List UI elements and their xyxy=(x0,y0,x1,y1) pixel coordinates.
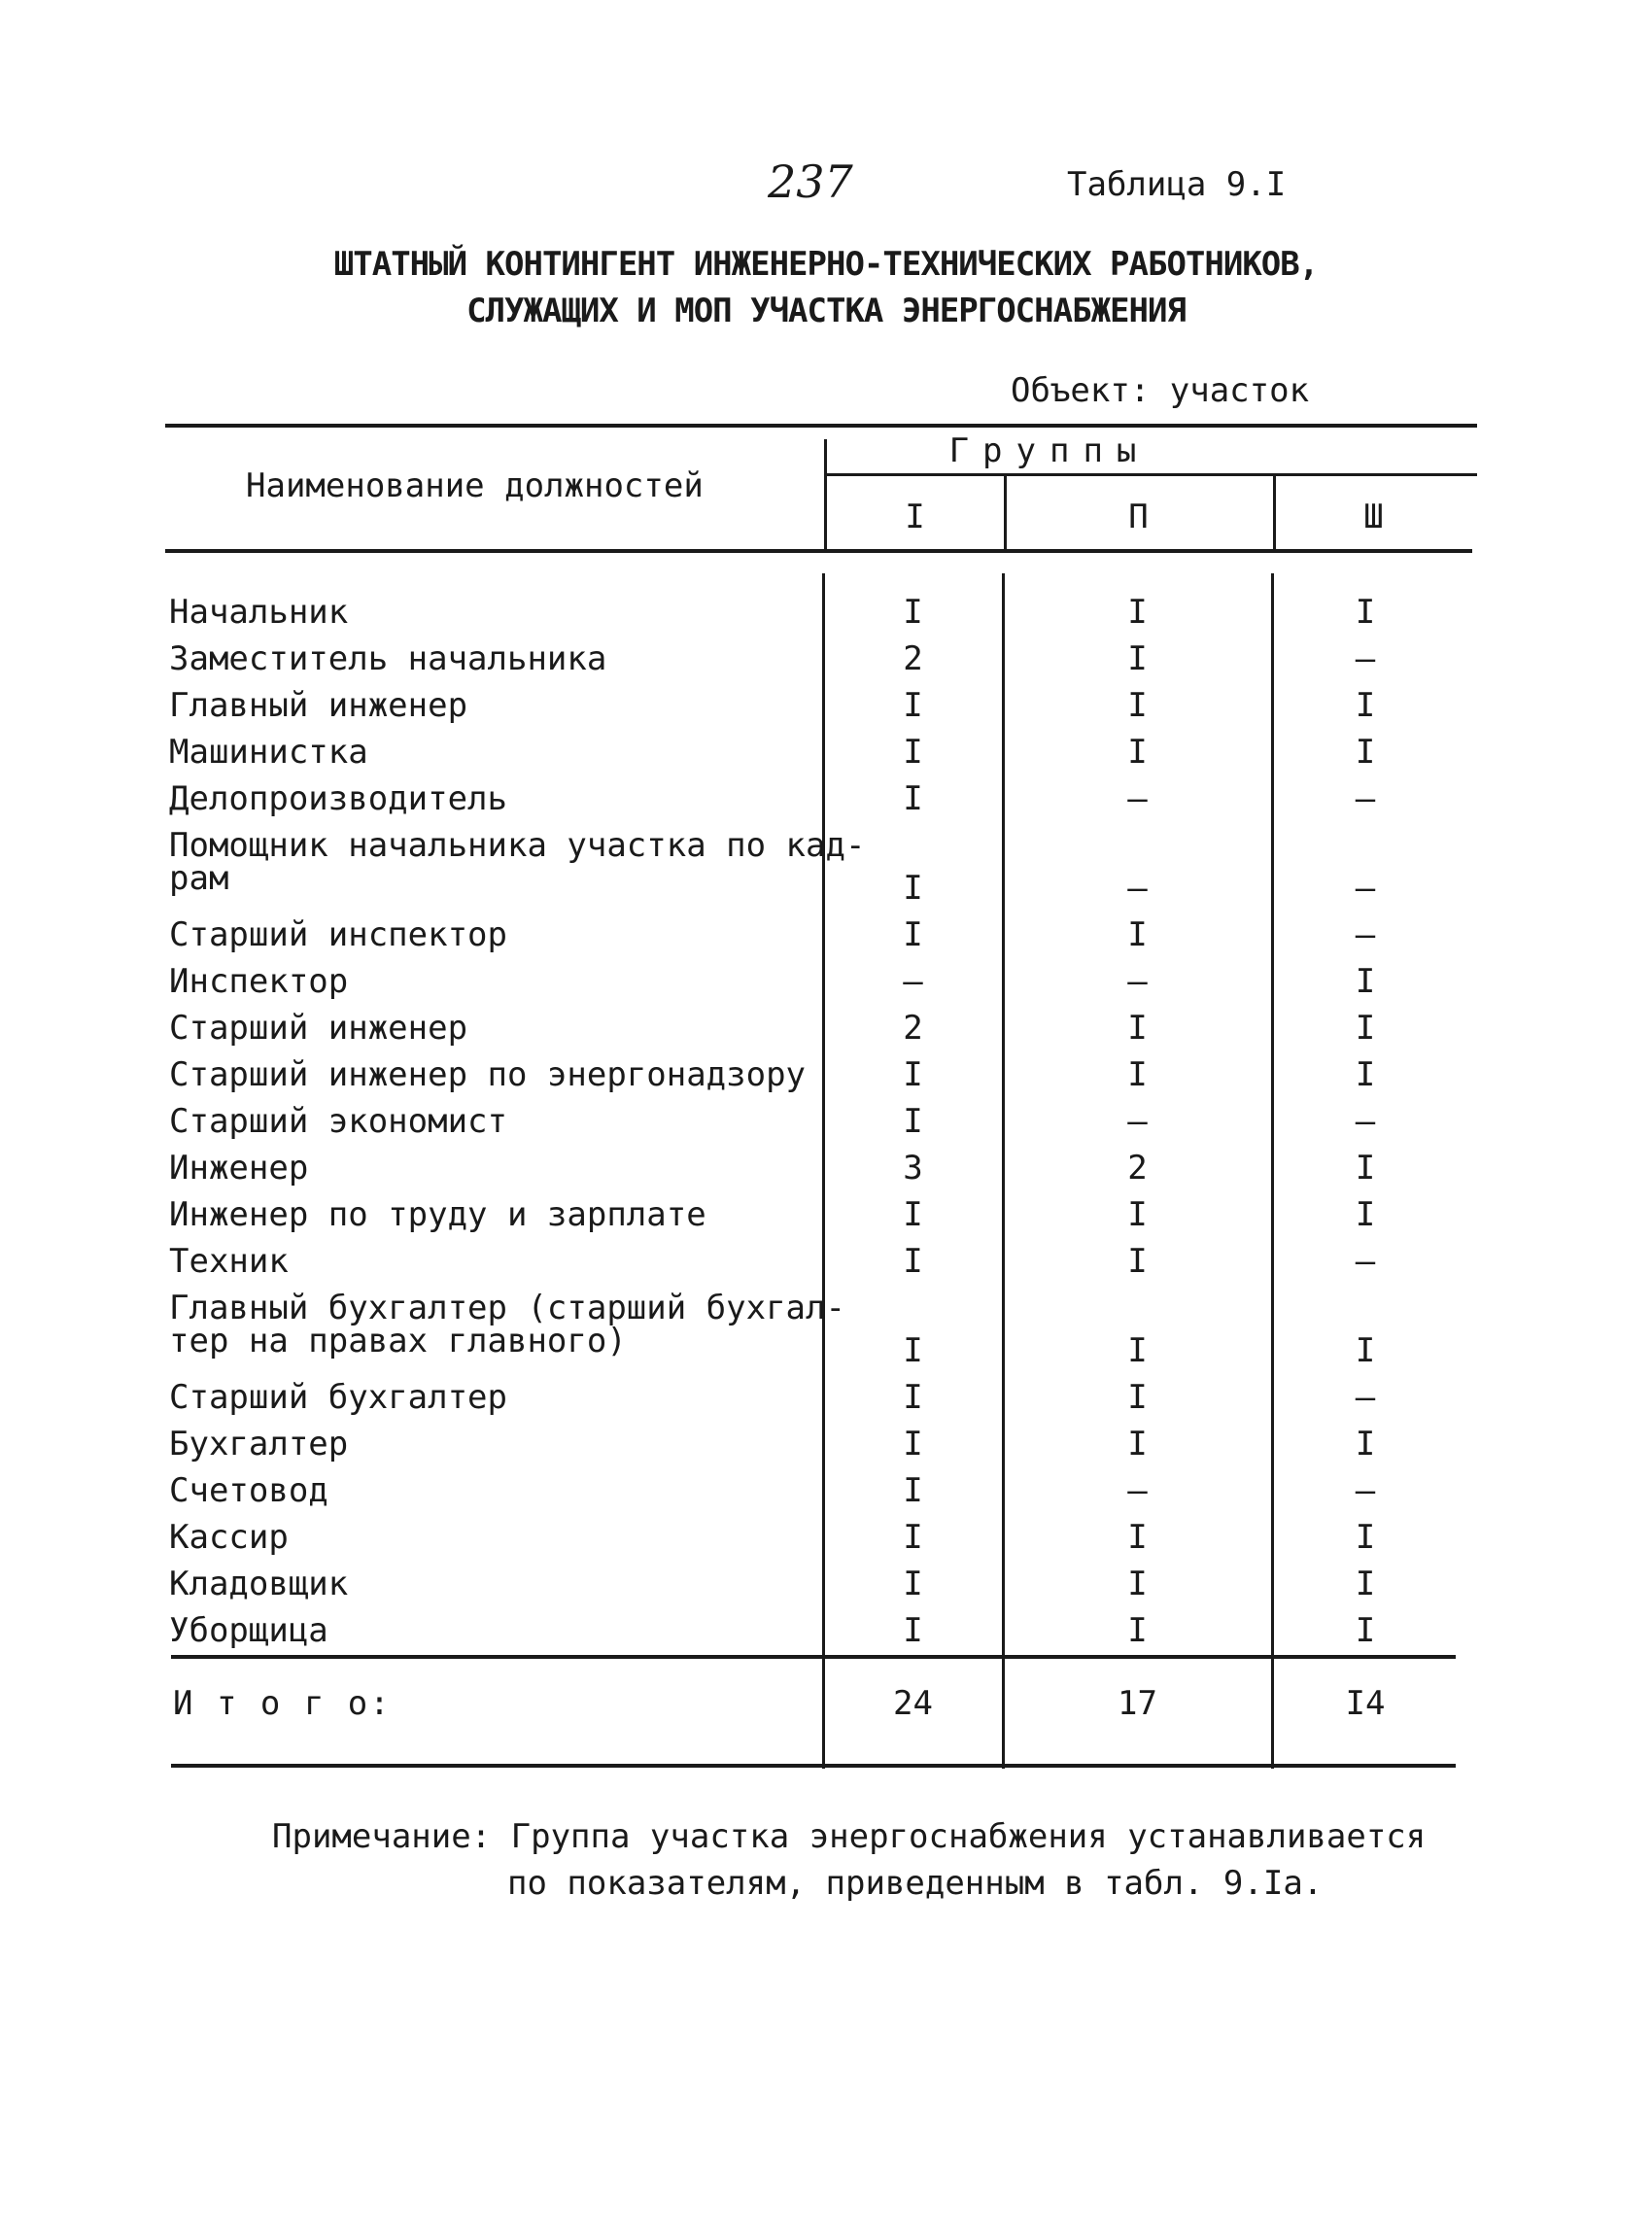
position-name: Кладовщик xyxy=(169,1565,349,1603)
group-3-value: I xyxy=(1355,1518,1376,1557)
group-1-value: I xyxy=(903,1331,923,1370)
position-name: Инженер по труду и зарплате xyxy=(169,1195,706,1234)
position-name: Старший инспектор xyxy=(169,915,507,954)
position-name: Уборщица xyxy=(169,1611,328,1650)
group-2-value: I xyxy=(1127,1378,1148,1417)
group-1-value: – xyxy=(903,962,923,1001)
group-2-value: I xyxy=(1127,593,1148,632)
group-2-value: I xyxy=(1127,1611,1148,1650)
group-1-value: I xyxy=(903,1242,923,1281)
group-1-value: I xyxy=(903,686,923,725)
group-1-value: I xyxy=(903,1611,923,1650)
group-2-value: I xyxy=(1127,1055,1148,1094)
position-name: Старший экономист xyxy=(169,1102,507,1141)
group-2-value: I xyxy=(1127,733,1148,772)
page-number: 237 xyxy=(768,155,853,208)
groups-rule xyxy=(824,473,1477,476)
note-line-1: Примечание: Группа участка энергоснабжения устанавливается xyxy=(272,1817,1427,1856)
group-3-header: Ш xyxy=(1363,498,1384,536)
groups-header: Группы xyxy=(948,431,1151,470)
group-1-header: I xyxy=(905,498,925,536)
position-name: Старший инженер по энергонадзору xyxy=(169,1055,807,1094)
group-2-value: – xyxy=(1127,962,1148,1001)
group-2-value: – xyxy=(1127,779,1148,818)
group-3-value: – xyxy=(1355,1242,1376,1281)
group-2-value: I xyxy=(1127,639,1148,678)
position-column-header: Наименование должностей xyxy=(246,466,704,505)
position-name: Помощник начальника участка по кад- xyxy=(169,826,866,865)
position-name: тер на правах главного) xyxy=(169,1322,627,1360)
group-3-value: I xyxy=(1355,1425,1376,1463)
group-2-value: I xyxy=(1127,1331,1148,1370)
total-label: И т о г о: xyxy=(173,1684,392,1723)
group-1-value: I xyxy=(903,1378,923,1417)
total-group-3: I4 xyxy=(1345,1684,1386,1723)
position-name: Делопроизводитель xyxy=(169,779,507,818)
group-1-value: I xyxy=(903,1565,923,1603)
group-2-value: – xyxy=(1127,1471,1148,1510)
group-2-value: I xyxy=(1127,1425,1148,1463)
position-name: Начальник xyxy=(169,593,349,632)
table-title-line-1: ШТАТНЫЙ КОНТИНГЕНТ ИНЖЕНЕРНО-ТЕХНИЧЕСКИХ РАБОТНИКОВ, xyxy=(333,245,1319,284)
group-1-value: I xyxy=(903,1425,923,1463)
position-name: Счетовод xyxy=(169,1471,328,1510)
group-2-value: – xyxy=(1127,1102,1148,1141)
group-2-value: I xyxy=(1127,1518,1148,1557)
table-title-line-2: СЛУЖАЩИХ И МОП УЧАСТКА ЭНЕРГОСНАБЖЕНИЯ xyxy=(466,292,1186,330)
group-1-value: I xyxy=(903,1195,923,1234)
total-group-2: 17 xyxy=(1118,1684,1157,1723)
group-2-value: I xyxy=(1127,686,1148,725)
position-name: Техник xyxy=(169,1242,289,1281)
group-3-value: I xyxy=(1355,1149,1376,1188)
total-group-1: 24 xyxy=(893,1684,933,1723)
table-top-rule xyxy=(165,424,1477,428)
group-3-value: I xyxy=(1355,1009,1376,1048)
position-name: Кассир xyxy=(169,1518,289,1557)
group-2-value: I xyxy=(1127,915,1148,954)
group-3-value: – xyxy=(1355,779,1376,818)
group-3-value: I xyxy=(1355,1331,1376,1370)
group-1-value: I xyxy=(903,733,923,772)
group-3-value: I xyxy=(1355,1055,1376,1094)
position-name: Инженер xyxy=(169,1149,309,1188)
group-3-value: I xyxy=(1355,962,1376,1001)
group-2-value: I xyxy=(1127,1242,1148,1281)
group-3-value: – xyxy=(1355,1471,1376,1510)
object-label: Объект: участок xyxy=(1011,371,1310,410)
group-2-value: I xyxy=(1127,1565,1148,1603)
group-1-value: 2 xyxy=(903,1009,923,1048)
group-1-value: I xyxy=(903,1055,923,1094)
group-3-value: – xyxy=(1355,1378,1376,1417)
position-name: Старший инженер xyxy=(169,1009,468,1048)
group-3-value: I xyxy=(1355,733,1376,772)
group-3-value: I xyxy=(1355,1565,1376,1603)
total-top-rule xyxy=(171,1655,1456,1659)
position-name: Главный бухгалтер (старший бухгал- xyxy=(169,1289,845,1327)
group-1-value: I xyxy=(903,869,923,908)
group-3-value: I xyxy=(1355,1195,1376,1234)
group-2-value: I xyxy=(1127,1009,1148,1048)
group-2-value: 2 xyxy=(1127,1149,1148,1188)
group-3-value: I xyxy=(1355,686,1376,725)
group-1-value: 3 xyxy=(903,1149,923,1188)
group-1-value: I xyxy=(903,915,923,954)
group-3-value: – xyxy=(1355,1102,1376,1141)
group-1-value: I xyxy=(903,593,923,632)
group-1-value: 2 xyxy=(903,639,923,678)
group-2-value: – xyxy=(1127,869,1148,908)
group-3-value: – xyxy=(1355,869,1376,908)
position-name: Бухгалтер xyxy=(169,1425,349,1463)
group-2-value: I xyxy=(1127,1195,1148,1234)
group-3-value: – xyxy=(1355,915,1376,954)
group-1-value: I xyxy=(903,1518,923,1557)
group-1-value: I xyxy=(903,1102,923,1141)
position-name: Заместитель начальника xyxy=(169,639,607,678)
position-name: Старший бухгалтер xyxy=(169,1378,507,1417)
group-3-value: I xyxy=(1355,1611,1376,1650)
group-1-value: I xyxy=(903,1471,923,1510)
group-3-value: I xyxy=(1355,593,1376,632)
group-1-value: I xyxy=(903,779,923,818)
header-bottom-rule xyxy=(165,549,1472,553)
position-name: Машинистка xyxy=(169,733,368,772)
position-name: рам xyxy=(169,859,229,898)
group-3-value: – xyxy=(1355,639,1376,678)
position-name: Инспектор xyxy=(169,962,349,1001)
group-2-header: П xyxy=(1128,498,1149,536)
table-bottom-rule xyxy=(171,1764,1456,1768)
note-line-2: по показателям, приведенным в табл. 9.Iа. xyxy=(507,1864,1324,1903)
position-name: Главный инженер xyxy=(169,686,468,725)
table-label: Таблица 9.I xyxy=(1067,165,1287,204)
